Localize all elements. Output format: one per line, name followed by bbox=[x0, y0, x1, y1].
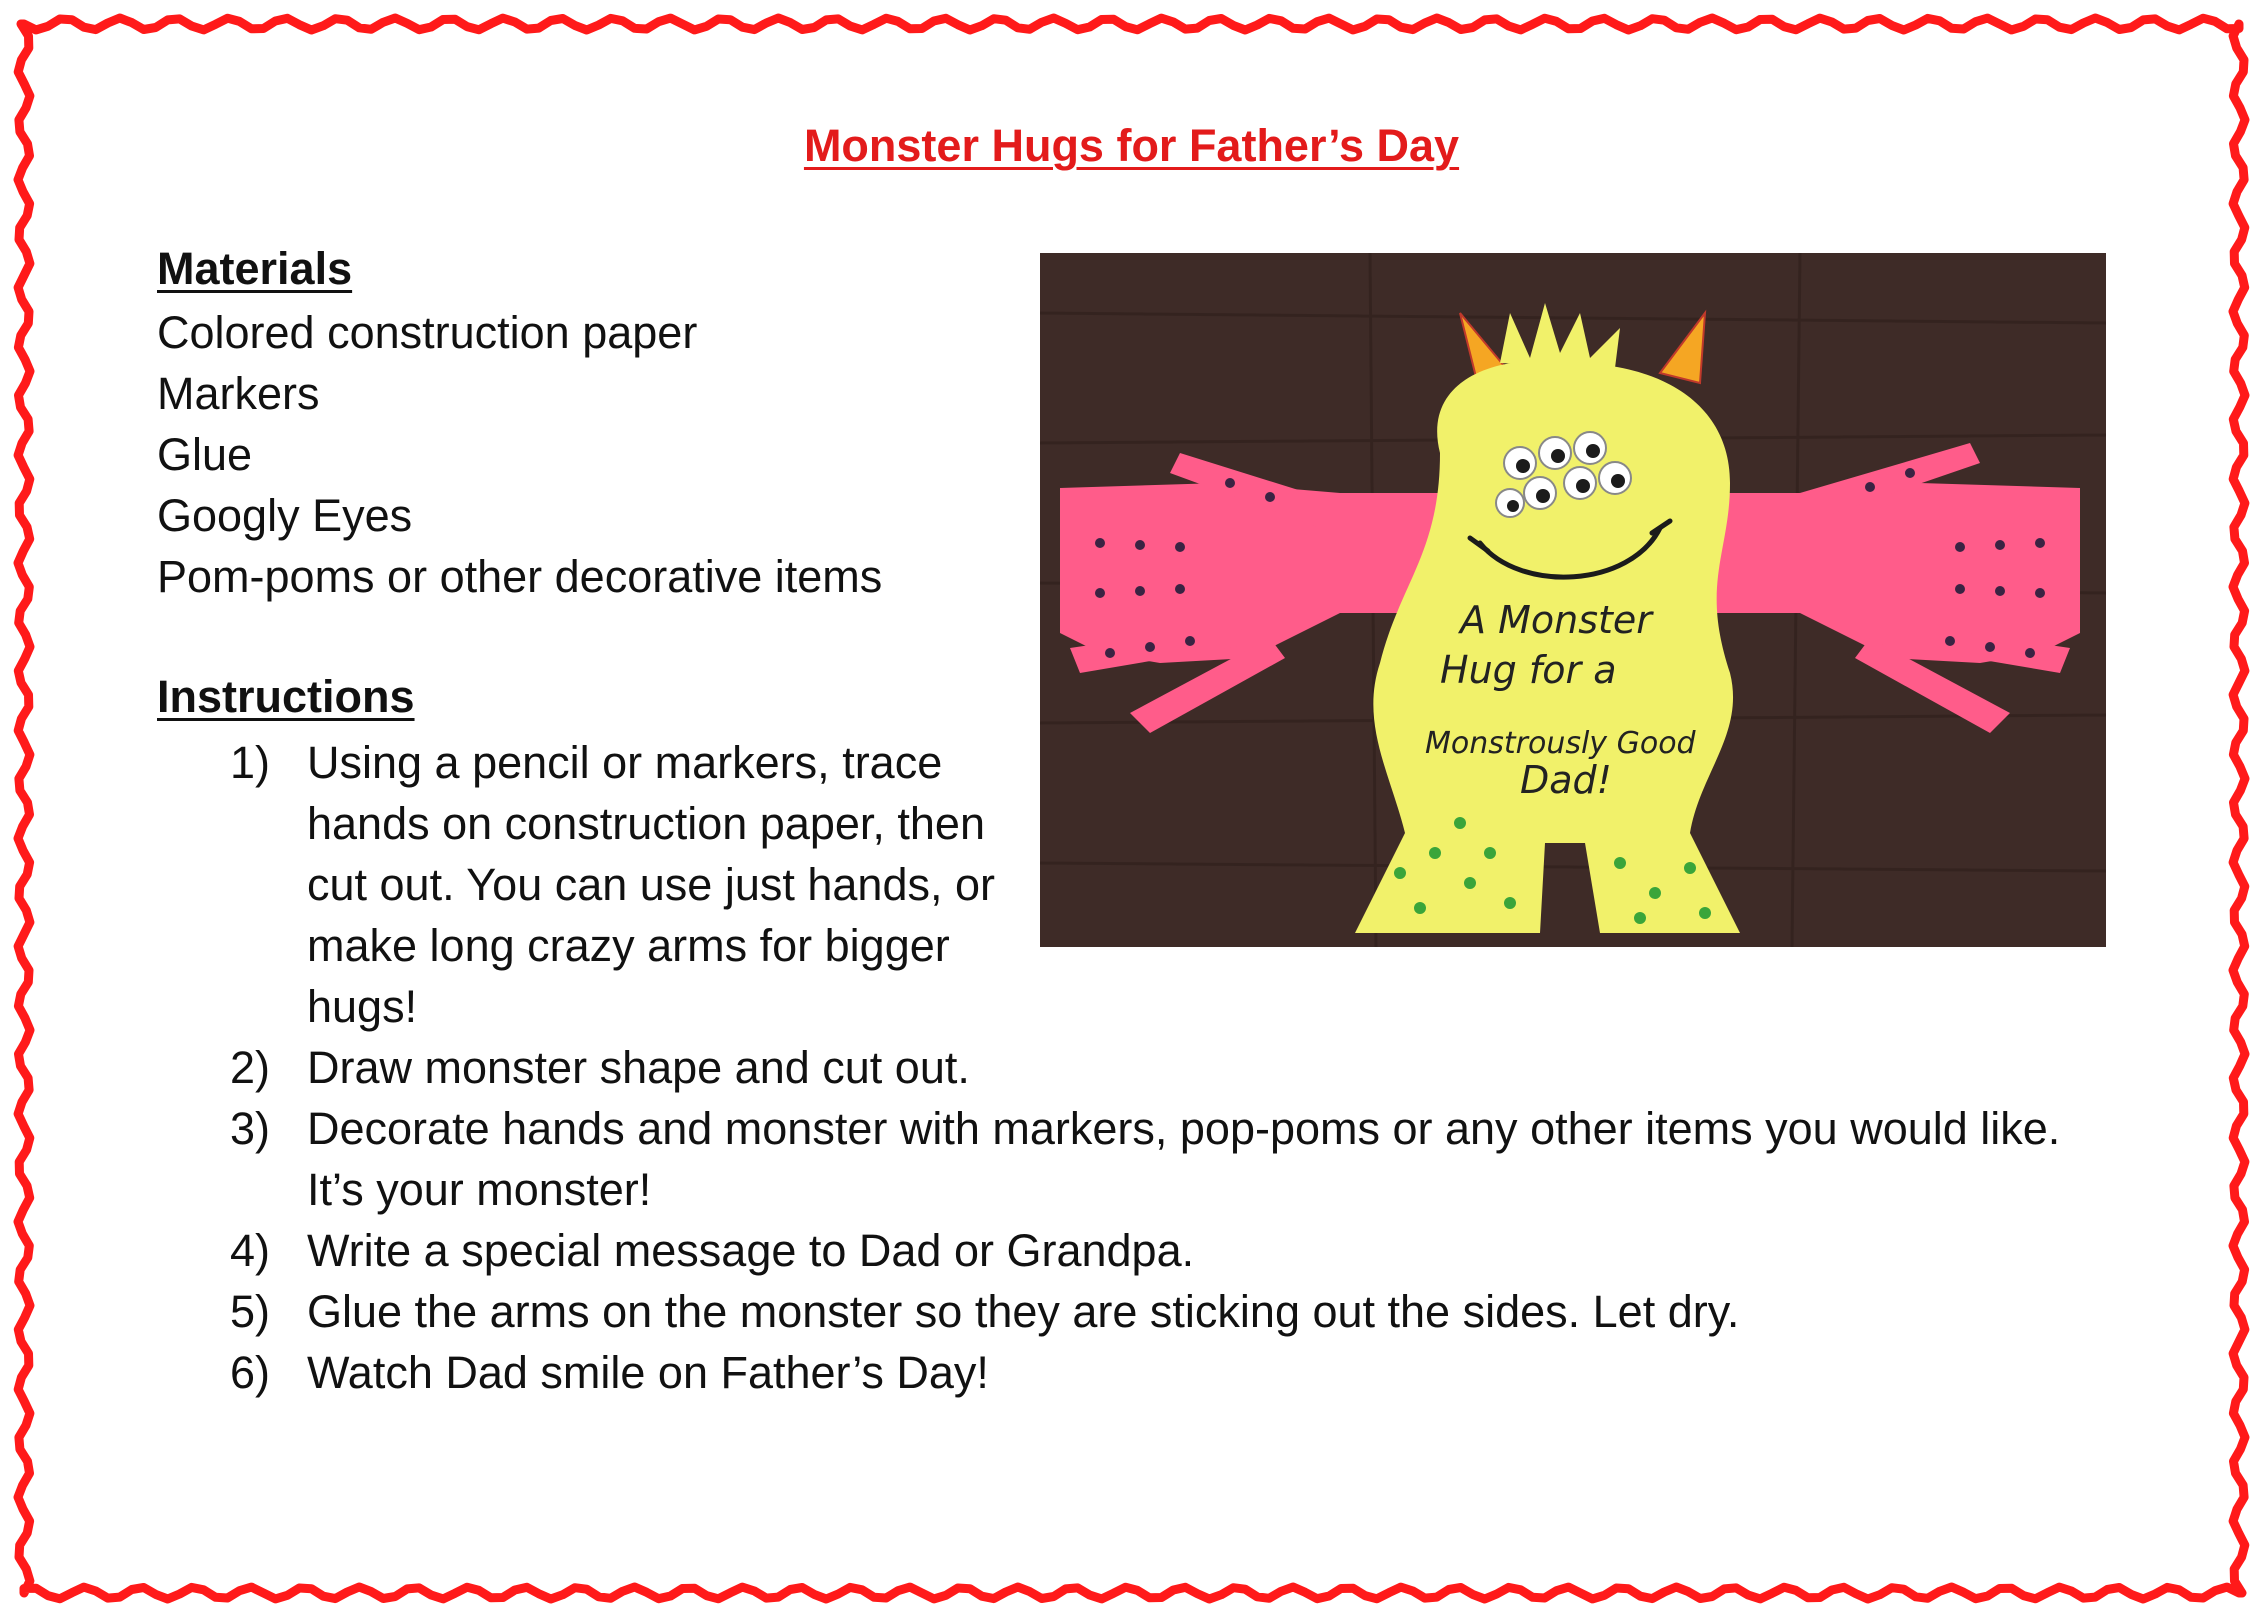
monster-craft-photo bbox=[1040, 253, 2106, 947]
materials-list bbox=[157, 302, 882, 607]
material-item: Colored construction paper bbox=[157, 307, 698, 358]
message-line: Monstrously Good bbox=[1425, 726, 1696, 761]
step-number: 1) bbox=[230, 737, 271, 788]
materials-heading: Materials bbox=[157, 243, 353, 294]
instruction-step bbox=[230, 1098, 2107, 1220]
material-item: Googly Eyes bbox=[157, 490, 413, 541]
instruction-step bbox=[230, 1342, 2107, 1403]
page-title: Monster Hugs for Father’s Day bbox=[803, 120, 1460, 171]
material-item: Markers bbox=[157, 368, 320, 419]
step-number: 2) bbox=[230, 1042, 271, 1093]
step-text: Using a pencil or markers, trace hands on construction paper, then cut out. You can use just hands, or make long crazy arms for bigger hugs! bbox=[307, 737, 995, 1032]
step-number: 3) bbox=[230, 1103, 271, 1154]
step-text: Decorate hands and monster with markers, pop-poms or any other items you would like. It’s your monster! bbox=[307, 1103, 2061, 1215]
message-line: A Monster bbox=[1460, 598, 1652, 642]
material-item: Pom-poms or other decorative items bbox=[157, 551, 883, 602]
instructions-heading: Instructions bbox=[157, 671, 415, 722]
step-text: Glue the arms on the monster so they are sticking out the sides. Let dry. bbox=[307, 1286, 1740, 1337]
step-text: Draw monster shape and cut out. bbox=[307, 1042, 970, 1093]
step-number: 4) bbox=[230, 1225, 271, 1276]
step-number: 6) bbox=[230, 1347, 271, 1398]
message-line: Dad! bbox=[1520, 758, 1612, 802]
step-text: Write a special message to Dad or Grandpa. bbox=[307, 1225, 1195, 1276]
instruction-step bbox=[230, 1220, 2107, 1281]
instruction-step bbox=[230, 1037, 2107, 1098]
step-text: Watch Dad smile on Father’s Day! bbox=[307, 1347, 989, 1398]
message-line: Hug for a bbox=[1440, 648, 1617, 692]
step-number: 5) bbox=[230, 1286, 271, 1337]
material-item: Glue bbox=[157, 429, 253, 480]
instruction-step bbox=[230, 1281, 2107, 1342]
